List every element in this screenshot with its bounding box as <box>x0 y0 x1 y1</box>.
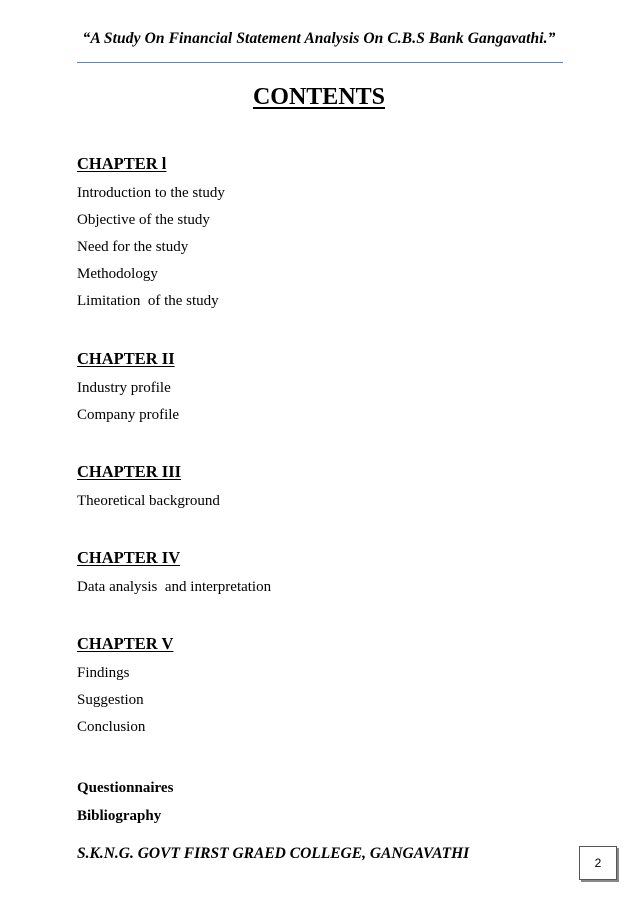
chapter-heading: CHAPTER V <box>77 634 174 653</box>
chapter-section <box>77 634 557 741</box>
toc-item: Introduction to the study <box>77 185 225 201</box>
toc-item: Methodology <box>77 266 158 282</box>
header-rule <box>77 62 563 63</box>
toc-item: Company profile <box>77 407 180 423</box>
toc-item: Objective of the study <box>77 212 210 228</box>
table-of-contents <box>77 154 557 773</box>
toc-item: Need for the study <box>77 239 189 255</box>
document-header: “A Study On Financial Statement Analysis On C.B.S Bank Gangavathi.” <box>82 30 556 47</box>
toc-item: Theoretical background <box>77 493 220 509</box>
toc-item: Industry profile <box>77 380 171 396</box>
bibliography-item: Bibliography <box>77 808 162 824</box>
chapter-heading: CHAPTER II <box>77 349 175 368</box>
chapter-section <box>77 548 557 601</box>
page-number: 2 <box>579 846 617 880</box>
questionnaires-item: Questionnaires <box>77 780 174 796</box>
toc-item: Conclusion <box>77 719 146 735</box>
chapter-heading: CHAPTER III <box>77 462 182 481</box>
toc-item: Limitation of the study <box>77 293 219 309</box>
toc-item: Findings <box>77 665 130 681</box>
chapter-section <box>77 349 557 429</box>
chapter-section <box>77 154 557 315</box>
toc-item: Data analysis and interpretation <box>77 579 272 595</box>
contents-title: CONTENTS <box>252 84 386 110</box>
chapter-heading: CHAPTER l <box>77 154 167 173</box>
college-footer: S.K.N.G. GOVT FIRST GRAED COLLEGE, GANGAVATHI <box>77 845 470 862</box>
chapter-heading: CHAPTER IV <box>77 548 181 567</box>
chapter-section <box>77 462 557 515</box>
toc-item: Suggestion <box>77 692 144 708</box>
extra-sections <box>77 774 173 830</box>
